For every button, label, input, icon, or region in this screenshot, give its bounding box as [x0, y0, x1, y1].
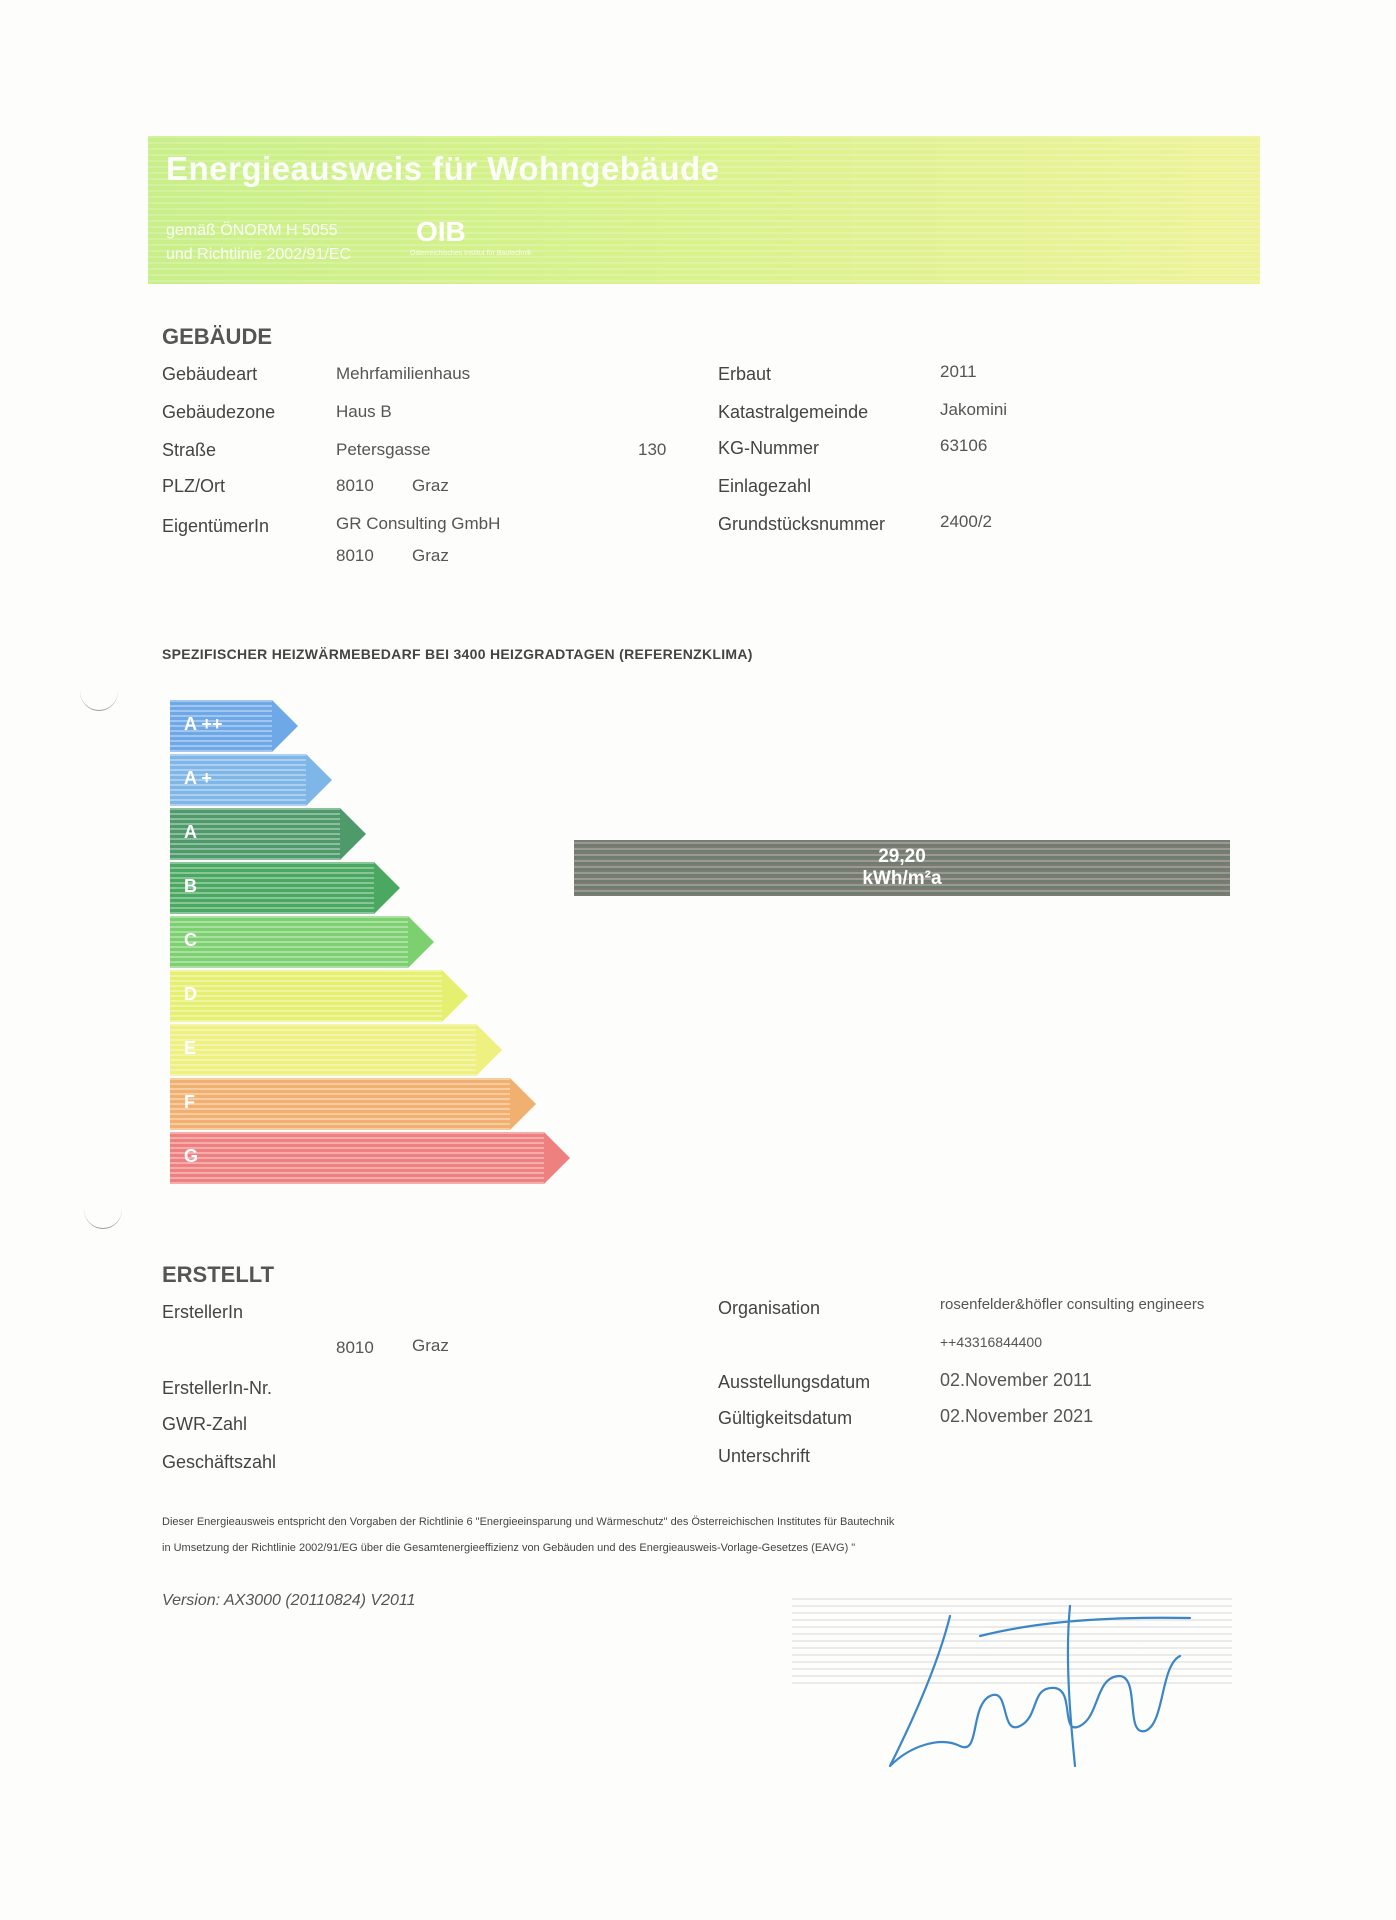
- energy-class-tip: [408, 916, 434, 968]
- oib-logo: OIB: [416, 216, 466, 247]
- strasse-value: Petersgasse: [336, 440, 431, 459]
- energy-class-d: [170, 970, 468, 1022]
- gebaeude-section-title: GEBÄUDE: [162, 324, 273, 349]
- punch-hole: [84, 1190, 122, 1229]
- erbaut-value: 2011: [940, 362, 977, 381]
- hausnummer-value: 130: [638, 440, 667, 459]
- einlagezahl-label: Einlagezahl: [718, 476, 812, 496]
- grundstuecksnummer-value: 2400/2: [940, 512, 992, 531]
- gebaeudezone-value: Haus B: [336, 402, 392, 421]
- ausstellungsdatum-value: 02.November 2011: [940, 1370, 1092, 1390]
- erstellerin-nr-label: ErstellerIn-Nr.: [162, 1378, 273, 1398]
- strasse-label: Straße: [162, 440, 217, 460]
- organisation-label: Organisation: [718, 1298, 821, 1318]
- organisation-value: rosenfelder&höfler consulting engineers: [940, 1296, 1205, 1313]
- energy-class-label: G: [184, 1146, 199, 1166]
- eigentuemer-label: EigentümerIn: [162, 516, 270, 536]
- telefon-value: ++43316844400: [940, 1334, 1042, 1350]
- energy-class-label: D: [184, 984, 197, 1004]
- katastralgemeinde-value: Jakomini: [940, 400, 1008, 419]
- energy-class-tip: [374, 862, 400, 914]
- energy-class-label: A ++: [184, 714, 223, 734]
- geschaeftszahl-label: Geschäftszahl: [162, 1452, 277, 1472]
- energy-class-b: [170, 862, 400, 914]
- gueltigkeitsdatum-value: 02.November 2021: [940, 1406, 1094, 1426]
- energy-class-label: A: [184, 822, 197, 842]
- erstellerin-ort: Graz: [412, 1336, 449, 1355]
- header-banner: [148, 136, 1260, 284]
- energy-class-bar: [170, 1078, 510, 1130]
- energy-class-tip: [340, 808, 366, 860]
- energy-class-ap: [170, 754, 332, 806]
- energy-class-bar: [170, 1132, 544, 1184]
- energy-class-c: [170, 916, 434, 968]
- gebaeudeart-label: Gebäudeart: [162, 364, 258, 384]
- oib-logo-subtitle: Österreichisches Institut für Bautechnik: [410, 250, 532, 257]
- eigentuemer-ort: Graz: [412, 546, 449, 565]
- header-subtitle-norm: gemäß ÖNORM H 5055: [166, 222, 338, 239]
- gebaeudeart-value: Mehrfamilienhaus: [336, 364, 471, 383]
- erstellt-section-title: ERSTELLT: [162, 1262, 275, 1287]
- plz-ort-label: PLZ/Ort: [162, 476, 226, 496]
- katastralgemeinde-label: Katastralgemeinde: [718, 402, 869, 422]
- signature: [880, 1596, 1220, 1786]
- eigentuemer-plz: 8010: [336, 546, 374, 565]
- energy-class-e: [170, 1024, 502, 1076]
- energy-class-bar: [170, 1024, 476, 1076]
- gwr-zahl-label: GWR-Zahl: [162, 1414, 247, 1434]
- eigentuemer-value: GR Consulting GmbH: [336, 514, 501, 533]
- energy-class-app: [170, 700, 298, 752]
- kg-nummer-label: KG-Nummer: [718, 438, 820, 458]
- ausstellungsdatum-label: Ausstellungsdatum: [718, 1372, 871, 1392]
- header-subtitle-directive: und Richtlinie 2002/91/EC: [166, 246, 352, 263]
- hwb-result-bar: [574, 840, 1230, 896]
- energy-class-bar: [170, 862, 374, 914]
- document-title: Energieausweis für Wohngebäude: [166, 150, 720, 187]
- energy-class-tip: [510, 1078, 536, 1130]
- energy-class-f: [170, 1078, 536, 1130]
- gebaeudezone-label: Gebäudezone: [162, 402, 276, 422]
- energy-class-bar: [170, 916, 408, 968]
- erstellerin-plz: 8010: [336, 1338, 374, 1357]
- hwb-unit: kWh/m²a: [862, 868, 942, 889]
- punch-hole: [80, 672, 118, 711]
- energy-class-tip: [442, 970, 468, 1022]
- energy-class-label: C: [184, 930, 197, 950]
- unterschrift-label: Unterschrift: [718, 1446, 811, 1466]
- ort-value: Graz: [412, 476, 449, 495]
- energy-class-label: E: [184, 1038, 197, 1058]
- hwb-value: 29,20: [878, 846, 926, 867]
- energy-class-g: [170, 1132, 570, 1184]
- gueltigkeitsdatum-label: Gültigkeitsdatum: [718, 1408, 853, 1428]
- energy-class-label: F: [184, 1092, 195, 1112]
- energy-class-tip: [544, 1132, 570, 1184]
- hwb-heading: SPEZIFISCHER HEIZWÄRMEBEDARF BEI 3400 HEIZGRADTAGEN (REFERENZKLIMA): [162, 646, 753, 662]
- energy-class-tip: [476, 1024, 502, 1076]
- energy-class-label: A +: [184, 768, 212, 788]
- kg-nummer-value: 63106: [940, 436, 988, 455]
- erbaut-label: Erbaut: [718, 364, 772, 384]
- energy-class-label: B: [184, 876, 197, 896]
- footnote-line-1: Dieser Energieausweis entspricht den Vorgaben der Richtlinie 6 "Energieeinsparung und Wärmeschutz" des Österreichischen Institutes für Bautechnik: [162, 1516, 895, 1528]
- energy-class-tip: [306, 754, 332, 806]
- erstellerin-label: ErstellerIn: [162, 1302, 244, 1322]
- version-info: Version: AX3000 (20110824) V2011: [162, 1592, 416, 1609]
- energy-class-tip: [272, 700, 298, 752]
- footnote-line-2: in Umsetzung der Richtlinie 2002/91/EG über die Gesamtenergieeffizienz von Gebäuden und des Energieausweis-Vorlage-Gesetzes (EAVG) ": [162, 1542, 856, 1554]
- energy-class-a: [170, 808, 366, 860]
- grundstuecksnummer-label: Grundstücksnummer: [718, 514, 886, 534]
- plz-value: 8010: [336, 476, 374, 495]
- energy-class-bar: [170, 970, 442, 1022]
